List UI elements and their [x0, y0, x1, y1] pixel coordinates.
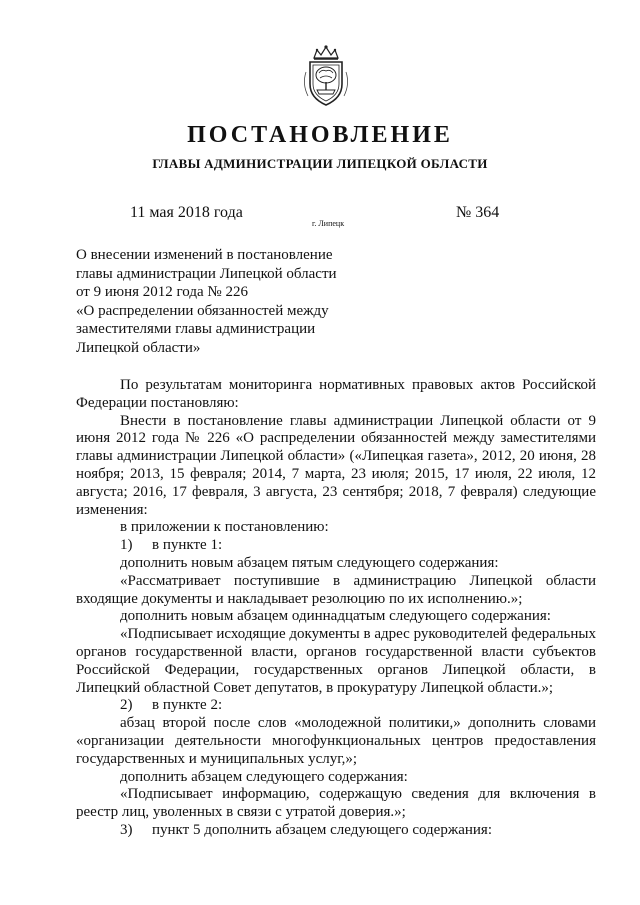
item-1-text: в пункте 1: [152, 537, 223, 554]
appendix-paragraph: в приложении к постановлению: [120, 519, 329, 536]
subject-line: «О распределении обязанностей между [76, 302, 329, 319]
intro-paragraph: По результатам мониторинга нормативных правовых актов Российской Федерации постановляю: [76, 377, 596, 411]
paragraph-two-amendment: абзац второй после слов «молодежной политики,» дополнить словами «организации деятельности многофункциональных центров предоставления государственных и муниципальных услуг,»; [76, 715, 596, 767]
item-1 [76, 537, 596, 555]
document-title: ПОСТАНОВЛЕНИЕ [187, 122, 453, 148]
subject-line: О внесении изменений в постановление [76, 247, 333, 263]
item-3-number: 3) [120, 821, 133, 838]
subject-line: заместителями главы администрации [76, 321, 316, 338]
document-subtitle: ГЛАВЫ АДМИНИСТРАЦИИ ЛИПЕЦКОЙ ОБЛАСТИ [152, 156, 488, 171]
item-1-number: 1) [120, 537, 133, 554]
item-2 [76, 697, 596, 715]
document-subject [76, 246, 406, 358]
document-city: г. Липецк [312, 219, 345, 228]
subject-line: от 9 июня 2012 года № 226 [76, 284, 248, 301]
item-2-number: 2) [120, 697, 133, 714]
quote-eleventh-paragraph: «Подписывает исходящие документы в адрес руководителей федеральных органов государственной власти, органов государственной власти субъектов Российской Федерации, государственных органов Липецкой области, в Липецкий областной Совет депутатов, в прокуратуру Липецкой области.»; [76, 626, 596, 696]
quote-info-paragraph: «Подписывает информацию, содержащую сведения для включения в реестр лиц, уволенных в связи с утратой доверия.»; [76, 786, 596, 821]
document-body [76, 377, 596, 840]
item-3 [76, 822, 596, 840]
document-date: 11 мая 2018 года [130, 204, 243, 221]
item-3-text: пункт 5 дополнить абзацем следующего содержания: [152, 821, 492, 838]
add-fifth-paragraph: дополнить новым абзацем пятым следующего содержания: [120, 554, 499, 571]
add-eleventh-paragraph: дополнить новым абзацем одиннадцатым следующего содержания: [120, 608, 551, 625]
quote-fifth-paragraph: «Рассматривает поступившие в администрацию Липецкой области входящие документы и накладывает резолюцию по их исполнению.»; [76, 572, 596, 607]
subject-line: главы администрации Липецкой области [76, 265, 337, 282]
amend-paragraph: Внести в постановление главы администрации Липецкой области от 9 июня 2012 года № 226 «О распределении обязанностей между заместителями главы администрации Липецкой области» («Липецкая газета», 2012, 20 июня, 28 ноября; 2013, 15 февраля; 2014, 7 марта, 23 июля; 2015, 17 июля, 22 июля, 12 августа; 2016, 17 февраля, 3 августа, 23 сентября; 2018, 7 февраля) следующие изменения: [76, 412, 596, 518]
subject-line: Липецкой области» [76, 339, 201, 356]
coat-of-arms-icon [300, 44, 352, 108]
add-paragraph: дополнить абзацем следующего содержания: [120, 768, 408, 785]
document-number: № 364 [456, 204, 500, 221]
item-2-text: в пункте 2: [152, 697, 223, 714]
